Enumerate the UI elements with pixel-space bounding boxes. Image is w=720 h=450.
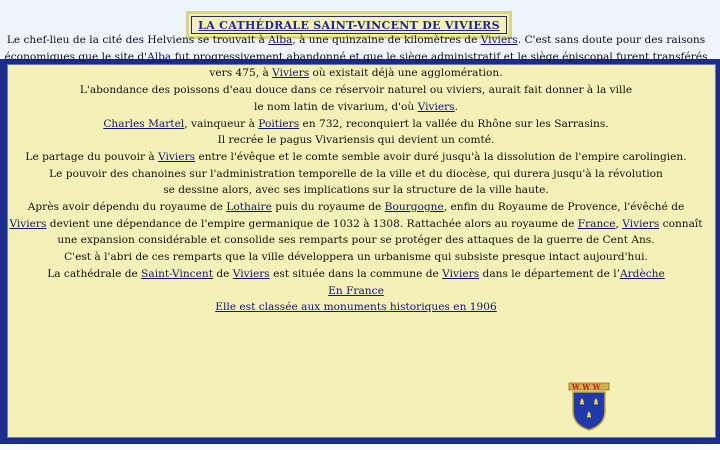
text-segment: devient une dépendance de l'empire germanique de 1032 à 1308. Rattachée alors au royaume de (46, 217, 578, 230)
text-line (0, 166, 718, 183)
text-line (0, 32, 718, 49)
text-segment: L'abondance des poissons d'eau douce dans ce réservoir naturel ou viviers, aurait fait donner à la ville (79, 84, 633, 97)
text-segment: Il recrée le pagus Vivariensis qui devient un comté. (217, 134, 495, 147)
text-segment: une expansion considérable et consolide ses remparts pour se protéger des attaques de la guerre de Cent Ans. (57, 234, 655, 247)
text-line (0, 182, 718, 199)
wiki-link[interactable]: Viviers (232, 267, 270, 280)
text-line (0, 216, 718, 233)
text-segment: Le chef-lieu de la cité des Helviens se trouvait à (6, 34, 269, 46)
text-segment: fut progressivement abandonné et que le siège administratif et le siège épiscopal furent transférés (171, 50, 708, 63)
text-line (0, 266, 718, 283)
text-line (0, 132, 718, 149)
wiki-link[interactable]: France (577, 217, 616, 230)
text-line (0, 283, 718, 300)
text-segment: . C'est sans doute pour des raisons (517, 34, 706, 46)
wiki-link[interactable]: Elle est classée aux monuments historiques en 1906 (215, 301, 497, 314)
text-segment: de (212, 267, 233, 280)
wiki-link[interactable]: Viviers (442, 267, 480, 280)
text-segment: C'est à l'abri de ces remparts que la ville développera un urbanisme qui subsiste presque intact aujourd'hui. (64, 251, 648, 264)
text-line (0, 65, 718, 82)
text-segment: se dessine alors, avec ses implications sur la structure de la ville haute. (163, 184, 549, 197)
text-line (0, 232, 718, 249)
wiki-link[interactable]: Alba (268, 34, 293, 46)
wiki-link[interactable]: Lothaire (226, 201, 272, 214)
text-line (0, 116, 718, 133)
text-segment: dans le département de l’ (479, 267, 620, 280)
text-segment: puis du royaume de (271, 201, 385, 214)
text-segment: , (615, 217, 623, 230)
wiki-link[interactable]: Viviers (417, 100, 455, 113)
text-segment: économiques que le site d' (4, 50, 148, 63)
text-line (0, 249, 718, 266)
text-segment: entre l'évêque et le comte semble avoir duré jusqu'à la dissolution de l'empire carolingien. (195, 150, 687, 163)
wiki-link[interactable]: Bourgogne (384, 201, 444, 214)
wiki-link[interactable]: Viviers (158, 150, 196, 163)
text-segment: , vainqueur à (184, 117, 259, 130)
wiki-link[interactable]: Ardèche (619, 267, 665, 280)
wiki-link[interactable]: En France (328, 284, 384, 297)
text-segment: Le partage du pouvoir à (25, 150, 159, 163)
text-segment: le nom latin de vivarium, d'où (254, 100, 418, 113)
text-line (0, 299, 718, 316)
wiki-link[interactable]: Saint-Vincent (141, 267, 213, 280)
svg-text:W W W: W W W (572, 382, 601, 392)
text-line (0, 149, 718, 166)
wiki-link[interactable]: Poitiers (258, 117, 300, 130)
text-segment: , à une quinzaine de kilomètres de (292, 34, 481, 46)
wiki-link[interactable]: Viviers (622, 217, 660, 230)
text-segment: vers 475, à (209, 67, 273, 80)
text-segment: en 732, reconquiert la vallée du Rhône sur les Sarrasins. (299, 117, 609, 130)
text-segment: connaît (659, 217, 703, 230)
text-segment: Le pouvoir des chanoines sur l'administration temporelle de la ville et du diocèse, qui durera jusqu'à la révolution (49, 167, 663, 180)
text-segment: où existait déjà une agglomération. (309, 67, 503, 80)
text-segment: est située dans la commune de (269, 267, 443, 280)
wiki-link[interactable]: Viviers (272, 67, 310, 80)
wiki-link[interactable]: Viviers (9, 217, 47, 230)
text-segment: La cathédrale de (47, 267, 142, 280)
text-segment: Après avoir dépendu du royaume de (27, 201, 227, 214)
text-line (0, 49, 718, 66)
wiki-link[interactable]: Charles Martel (103, 117, 185, 130)
coat-of-arms-icon (565, 381, 613, 431)
text-line (0, 199, 718, 216)
text-segment: , enfin du Royaume de Provence, l'évêché de (443, 201, 685, 214)
article-text (0, 32, 718, 316)
text-line (0, 82, 718, 99)
text-segment: . (454, 100, 458, 113)
page-title: LA CATHÉDRALE SAINT-VINCENT DE VIVIERS (198, 18, 500, 32)
wiki-link[interactable]: Alba (147, 50, 172, 63)
text-line (0, 99, 718, 116)
wiki-link[interactable]: Viviers (480, 34, 518, 46)
